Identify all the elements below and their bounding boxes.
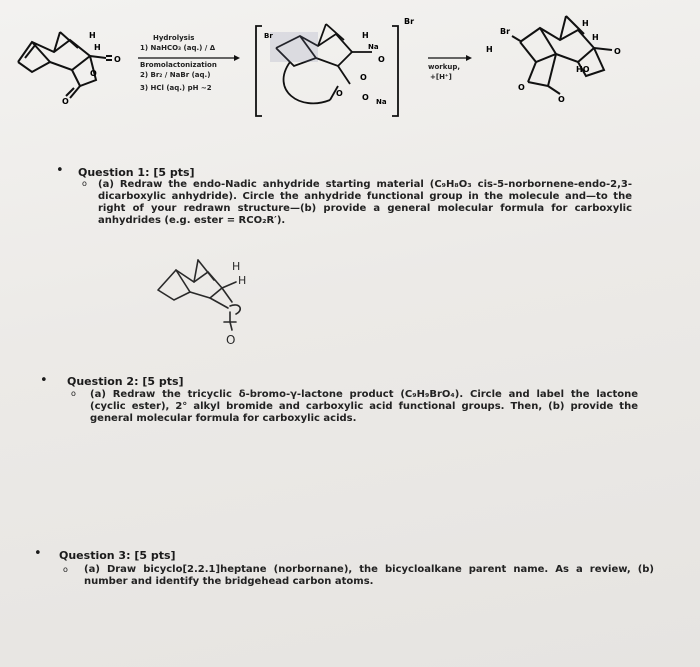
sub-bullet-q3: o: [63, 565, 68, 574]
reaction-scheme: [0, 0, 700, 125]
bullet-q1: •: [56, 163, 64, 178]
int-o-label-1: O: [378, 55, 385, 64]
sm-h-label-1: H: [89, 31, 96, 40]
prod-o-label-2: O: [518, 83, 525, 92]
int-na-label-1: Na: [368, 43, 379, 51]
question-1-text: (a) Redraw the endo-Nadic anhydride starting material (C₉H₈O₃ cis-5-norbornene-endo-2,3-dicarboxylic anhydride). Circle the anhydride functional group in the molecule and—to the right of your redrawn structure—(b) provide a general molecular formula for carboxylic anhydrides (e.g. ester = RCO₂R′).: [98, 179, 632, 226]
step2-reagent-b: 3) HCl (aq.) pH ~2: [140, 84, 212, 92]
hw-o: O: [226, 333, 236, 347]
prod-h-label-1: H: [582, 19, 589, 28]
int-na-label-2: Na: [376, 98, 387, 106]
question-1-title: Question 1: [5 pts]: [78, 166, 195, 179]
prod-h-label-2: H: [592, 33, 599, 42]
workup-label-b: +[H⁺]: [430, 73, 452, 81]
prod-o-label-3: O: [558, 95, 565, 104]
prod-br-label: Br: [500, 27, 511, 36]
int-br-label: Br: [264, 32, 273, 40]
int-o-label-2: O: [360, 73, 367, 82]
workup-label-a: workup,: [428, 63, 461, 71]
prod-o-label-1: O: [614, 47, 621, 56]
intermediate-highlight: [270, 32, 318, 62]
sm-o-label-3: O: [62, 97, 69, 106]
sub-bullet-q1: o: [82, 179, 87, 188]
sm-o-label-1: O: [114, 55, 121, 64]
hw-h-2: H: [238, 274, 247, 287]
int-br-anion-label: Br: [404, 17, 415, 26]
sm-o-label-2: O: [90, 69, 97, 78]
bullet-q3: •: [34, 546, 42, 561]
bullet-q2: •: [40, 373, 48, 388]
sub-bullet-q2: o: [71, 389, 76, 398]
int-o-label-3: O: [336, 89, 343, 98]
step2-title: Bromolactonization: [140, 61, 217, 69]
question-3-text: (a) Draw bicyclo[2.2.1]heptane (norbornane), the bicycloalkane parent name. As a review, (b) number and identify the bridgehead carbon atoms.: [84, 564, 654, 587]
step1-reagent: 1) NaHCO₃ (aq.) / Δ: [140, 44, 216, 52]
question-2-title: Question 2: [5 pts]: [67, 375, 184, 388]
int-o-label-4: O: [362, 93, 369, 102]
step2-reagent-a: 2) Br₂ / NaBr (aq.): [140, 71, 211, 79]
step1-title: Hydrolysis: [153, 34, 195, 42]
sm-h-label-2: H: [94, 43, 101, 52]
prod-ho-label: HO: [576, 65, 590, 74]
question-3-title: Question 3: [5 pts]: [59, 549, 176, 562]
int-h-label: H: [362, 31, 369, 40]
starting-material-structure: [18, 32, 112, 98]
hw-h-1: H: [232, 260, 241, 273]
product-structure: [512, 16, 612, 94]
handwritten-sketch: [150, 250, 280, 350]
prod-h-label-3: H: [486, 45, 493, 54]
question-2-text: (a) Redraw the tricyclic δ-bromo-γ-lactone product (C₉H₉BrO₄). Circle and label the lactone (cyclic ester), 2° alkyl bromide and carboxylic acid functional groups. Then, (b) provide the general molecular formula for carboxylic acids.: [90, 389, 638, 424]
